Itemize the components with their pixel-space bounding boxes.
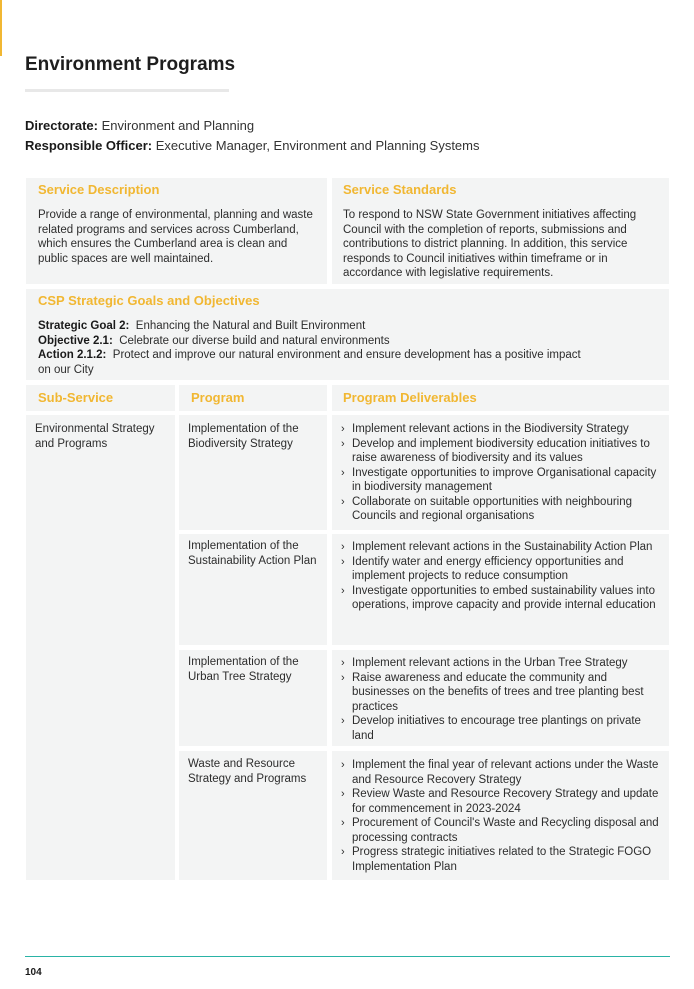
chevron-right-icon: › bbox=[341, 671, 345, 684]
deliverable-text: Investigate opportunities to embed sustainability values into operations, improve capacity and provide internal education bbox=[352, 584, 656, 611]
chevron-right-icon: › bbox=[341, 466, 345, 479]
deliverable-text: Implement the final year of relevant actions under the Waste and Resource Recovery Strategy bbox=[352, 759, 659, 786]
deliverables-cell bbox=[332, 415, 669, 530]
csp-heading: CSP Strategic Goals and Objectives bbox=[38, 293, 260, 308]
service-standards-text: To respond to NSW State Government initiatives affecting Council with the completion of reports, submissions and contributions to district planning. In addition, this service responds to Council initiatives within timeframe or in accordance with legislative requirements. bbox=[343, 209, 637, 279]
deliverable-text: Review Waste and Resource Recovery Strategy and update for commencement in 2023-2024 bbox=[352, 788, 659, 815]
deliverable-text: Identify water and energy efficiency opportunities and implement projects to reduce consumption bbox=[352, 555, 624, 582]
header-sub-service-cell bbox=[26, 385, 175, 411]
page-title: Environment Programs bbox=[25, 54, 236, 75]
action-label: Action 2.1.2: bbox=[38, 349, 107, 361]
header-deliverables-cell bbox=[332, 385, 669, 411]
chevron-right-icon: › bbox=[341, 759, 345, 771]
deliverable-text: Implement relevant actions in the Biodiversity Strategy bbox=[352, 423, 629, 435]
chevron-right-icon: › bbox=[341, 817, 345, 829]
officer-line bbox=[25, 137, 480, 155]
directorate-value: Environment and Planning bbox=[101, 118, 255, 133]
header-program: Program bbox=[191, 390, 245, 405]
deliverable-text: Implement relevant actions in the Sustainability Action Plan bbox=[352, 541, 653, 553]
chevron-right-icon: › bbox=[341, 657, 345, 669]
officer-label: Responsible Officer: bbox=[25, 138, 153, 153]
objective-label: Objective 2.1: bbox=[38, 334, 113, 347]
deliverable-text: Raise awareness and educate the community and businesses on the benefits of trees and tree planting best practices bbox=[352, 671, 644, 713]
deliverable-item bbox=[341, 422, 662, 437]
deliverables-list bbox=[341, 540, 662, 613]
deliverable-item bbox=[341, 555, 662, 584]
deliverables-cell bbox=[332, 534, 669, 645]
deliverable-item bbox=[341, 758, 662, 787]
program-cell bbox=[179, 415, 327, 530]
deliverables-list bbox=[341, 656, 662, 743]
strategic-goal-text: Enhancing the Natural and Built Environment bbox=[135, 320, 366, 332]
csp-goals-block bbox=[38, 319, 583, 377]
directorate-line bbox=[25, 117, 254, 135]
chevron-right-icon: › bbox=[341, 423, 345, 435]
program-cell bbox=[179, 534, 327, 645]
service-standards-heading: Service Standards bbox=[343, 182, 457, 197]
title-underline bbox=[25, 89, 229, 92]
program-text: Implementation of the Biodiversity Strategy bbox=[188, 423, 299, 450]
service-standards-panel bbox=[332, 178, 669, 284]
deliverable-text: Investigate opportunities to improve Organisational capacity in biodiversity management bbox=[352, 466, 657, 493]
deliverables-cell bbox=[332, 650, 669, 746]
deliverable-text: Develop and implement biodiversity education initiatives to raise awareness of biodiversity and its values bbox=[352, 437, 650, 464]
deliverable-item bbox=[341, 845, 662, 874]
footer-rule bbox=[25, 956, 670, 957]
action-line bbox=[38, 348, 583, 377]
chevron-right-icon: › bbox=[341, 846, 345, 858]
service-description-text: Provide a range of environmental, planning and waste related programs and services across Cumberland, which ensures the Cumberland area is clean and public spaces are well maintained. bbox=[38, 209, 313, 265]
chevron-right-icon: › bbox=[341, 715, 345, 727]
objective-text: Celebrate our diverse build and natural environments bbox=[119, 334, 390, 347]
chevron-right-icon: › bbox=[341, 495, 345, 508]
header-deliverables: Program Deliverables bbox=[343, 390, 477, 405]
deliverable-item bbox=[341, 437, 662, 466]
program-cell bbox=[179, 650, 327, 746]
header-program-cell bbox=[179, 385, 327, 411]
deliverable-text: Progress strategic initiatives related to the Strategic FOGO Implementation Plan bbox=[352, 846, 652, 873]
objective-line bbox=[38, 334, 583, 349]
chevron-right-icon: › bbox=[341, 541, 345, 553]
directorate-label: Directorate: bbox=[25, 118, 98, 133]
chevron-right-icon: › bbox=[341, 437, 345, 450]
deliverable-item bbox=[341, 816, 662, 845]
accent-bar bbox=[0, 0, 2, 56]
csp-goals-panel bbox=[26, 289, 669, 380]
strategic-goal-label: Strategic Goal 2: bbox=[38, 320, 130, 332]
program-text: Implementation of the Urban Tree Strategy bbox=[188, 656, 299, 683]
deliverable-text: Procurement of Council's Waste and Recycling disposal and processing contracts bbox=[352, 817, 659, 844]
deliverable-item bbox=[341, 584, 662, 613]
deliverable-item bbox=[341, 656, 662, 671]
chevron-right-icon: › bbox=[341, 555, 345, 568]
deliverable-item bbox=[341, 787, 662, 816]
officer-value: Executive Manager, Environment and Planning Systems bbox=[155, 138, 480, 153]
chevron-right-icon: › bbox=[341, 584, 345, 597]
chevron-right-icon: › bbox=[341, 788, 345, 800]
deliverable-item bbox=[341, 540, 662, 555]
service-description-panel bbox=[26, 178, 327, 284]
deliverable-text: Implement relevant actions in the Urban Tree Strategy bbox=[352, 657, 628, 669]
action-text: Protect and improve our natural environment and ensure development has a positive impact on our City bbox=[38, 349, 581, 376]
deliverable-text: Develop initiatives to encourage tree plantings on private land bbox=[352, 715, 641, 742]
deliverables-list bbox=[341, 758, 662, 874]
sub-service-text: Environmental Strategy and Programs bbox=[35, 423, 155, 450]
deliverable-text: Collaborate on suitable opportunities with neighbouring Councils and regional organisations bbox=[352, 495, 633, 522]
program-text: Implementation of the Sustainability Action Plan bbox=[188, 540, 317, 567]
program-text: Waste and Resource Strategy and Programs bbox=[188, 758, 307, 785]
deliverable-item bbox=[341, 671, 662, 715]
strategic-goal-line bbox=[38, 319, 583, 334]
deliverable-item bbox=[341, 495, 662, 524]
service-description-heading: Service Description bbox=[38, 182, 160, 197]
program-cell bbox=[179, 751, 327, 880]
deliverables-list bbox=[341, 422, 662, 524]
deliverables-cell bbox=[332, 751, 669, 880]
header-sub-service: Sub-Service bbox=[38, 390, 114, 405]
deliverable-item bbox=[341, 714, 662, 743]
page-number: 104 bbox=[25, 967, 42, 978]
sub-service-cell bbox=[26, 415, 175, 880]
deliverable-item bbox=[341, 466, 662, 495]
